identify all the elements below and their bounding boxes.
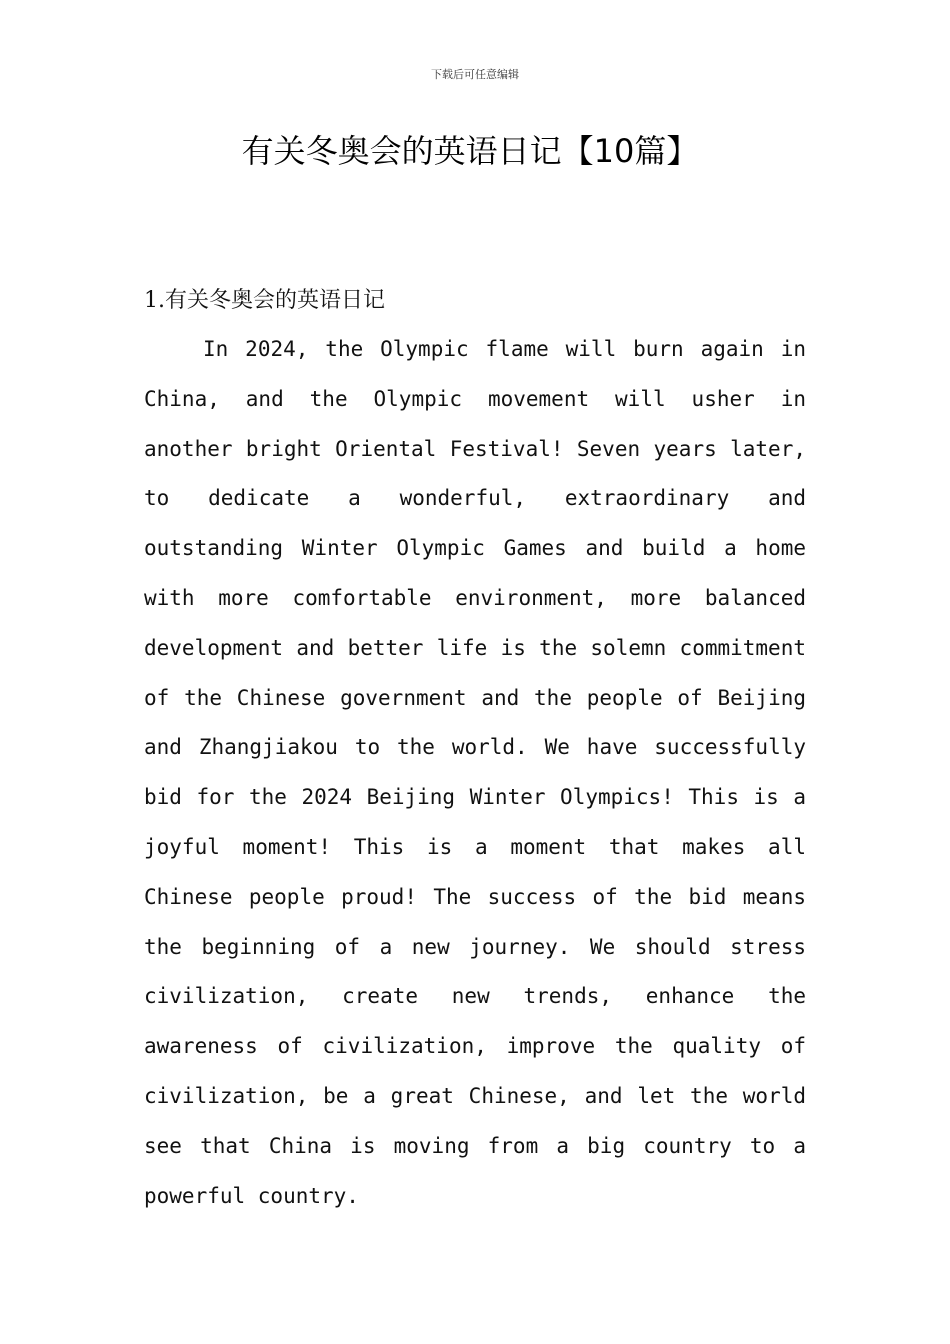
- document-title: 有关冬奥会的英语日记【10篇】: [241, 132, 699, 170]
- header-note: 下载后可任意编辑: [431, 68, 519, 81]
- section-paragraph: In 2024, the Olympic flame will burn again in China, and the Olympic movement will usher in another bright Oriental Festival! Seven years later, to dedicate a wonderful, extraordinary and outstanding Winter Olympic Games and build a home with more comfortable environment, more balanced development and better life is the solemn commitment of the Chinese government and the people of Beijing and Zhangjiakou to the world. We have successfully bid for the 2024 Beijing Winter Olympics! This is a joyful moment! This is a moment that makes all Chinese people proud! The success of the bid means the beginning of a new journey. We should stress civilization, create new trends, enhance the awareness of civilization, improve the quality of civilization, be a great Chinese, and let the world see that China is moving from a big country to a powerful country.: [144, 337, 806, 1208]
- section-heading: 1.有关冬奥会的英语日记: [144, 288, 385, 313]
